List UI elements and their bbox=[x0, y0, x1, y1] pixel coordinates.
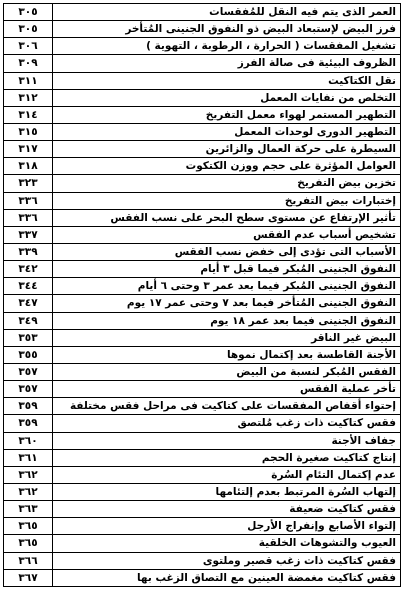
toc-entry-title: العيوب والتشوهات الخلقية bbox=[53, 535, 401, 552]
toc-row bbox=[4, 569, 401, 586]
toc-entry-title: تأثير الإرتفاع عن مستوى سطح البحر على نسب الفقس bbox=[53, 209, 401, 226]
toc-entry-title: الأسباب التى تؤدى إلى خفض نسب الفقس bbox=[53, 243, 401, 260]
toc-page-number: ٣٤٤ bbox=[4, 278, 53, 295]
toc-page-number: ٣٣٩ bbox=[4, 243, 53, 260]
toc-page-number: ٣١٨ bbox=[4, 158, 53, 175]
toc-entry-title: البيض غير الناقر bbox=[53, 329, 401, 346]
toc-row bbox=[4, 295, 401, 312]
toc-row bbox=[4, 363, 401, 380]
toc-row bbox=[4, 466, 401, 483]
toc-page-number: ٣٦٢ bbox=[4, 483, 53, 500]
toc-page-number: ٣٦٣ bbox=[4, 501, 53, 518]
toc-row bbox=[4, 261, 401, 278]
toc-entry-title: التطهير الدورى لوحدات المعمل bbox=[53, 123, 401, 140]
table-of-contents bbox=[3, 3, 401, 587]
toc-page-number: ٣٣٦ bbox=[4, 192, 53, 209]
toc-entry-title: العمر الذى يتم فيه النقل للمُفقسات bbox=[53, 4, 401, 21]
toc-entry-title: الأجنة القاطسة بعد إكتمال نموها bbox=[53, 346, 401, 363]
toc-row bbox=[4, 55, 401, 72]
toc-page-number: ٣٠٦ bbox=[4, 38, 53, 55]
toc-page-number: ٣٥٧ bbox=[4, 381, 53, 398]
toc-page-number: ٣٤٩ bbox=[4, 312, 53, 329]
toc-page-number: ٣١٤ bbox=[4, 106, 53, 123]
toc-page-number: ٣٠٩ bbox=[4, 55, 53, 72]
toc-entry-title: السيطرة على حركة العمال والزائرين bbox=[53, 141, 401, 158]
toc-row bbox=[4, 192, 401, 209]
toc-entry-title: الظروف البيئية فى صالة الفرز bbox=[53, 55, 401, 72]
toc-row bbox=[4, 518, 401, 535]
toc-page-number: ٣٦٦ bbox=[4, 552, 53, 569]
toc-row bbox=[4, 552, 401, 569]
toc-page-number: ٣٠٥ bbox=[4, 4, 53, 21]
toc-entry-title: إحتواء أقفاص المفقسات على كتاكيت فى مراحل فقس مختلفة bbox=[53, 398, 401, 415]
toc-page-number: ٣٢٣ bbox=[4, 175, 53, 192]
toc-row bbox=[4, 158, 401, 175]
toc-page-number: ٣٦٥ bbox=[4, 518, 53, 535]
toc-page-number: ٣٤٧ bbox=[4, 295, 53, 312]
toc-entry-title: فقس كتاكيت ذات زغب مُلتصق bbox=[53, 415, 401, 432]
toc-row bbox=[4, 329, 401, 346]
toc-row bbox=[4, 38, 401, 55]
toc-page-number: ٣١٧ bbox=[4, 141, 53, 158]
toc-page-number: ٣٦٥ bbox=[4, 535, 53, 552]
toc-entry-title: التطهير المستمر لهواء معمل التفريخ bbox=[53, 106, 401, 123]
toc-row bbox=[4, 72, 401, 89]
toc-row bbox=[4, 209, 401, 226]
toc-page-number: ٣٥٧ bbox=[4, 363, 53, 380]
toc-row bbox=[4, 175, 401, 192]
toc-row bbox=[4, 141, 401, 158]
toc-entry-title: النفوق الجنينى المُتأخر فيما بعد ٧ وحتى عمر ١٧ يوم bbox=[53, 295, 401, 312]
toc-page-number: ٣٦٢ bbox=[4, 466, 53, 483]
toc-row bbox=[4, 432, 401, 449]
toc-entry-title: فرز البيض لإستبعاد البيض ذو النفوق الجنينى المُتأخر bbox=[53, 21, 401, 38]
toc-page-number: ٣٣٧ bbox=[4, 226, 53, 243]
toc-entry-title: النفوق الجنينى المُبكر فيما بعد عمر ٣ وحتى ٦ أيام bbox=[53, 278, 401, 295]
toc-page-number: ٣٥٥ bbox=[4, 346, 53, 363]
toc-row bbox=[4, 278, 401, 295]
toc-entry-title: تأخر عملية الفقس bbox=[53, 381, 401, 398]
toc-row bbox=[4, 243, 401, 260]
toc-page-number: ٣٠٥ bbox=[4, 21, 53, 38]
toc-body bbox=[4, 4, 401, 587]
toc-row bbox=[4, 483, 401, 500]
toc-page-number: ٣٦١ bbox=[4, 449, 53, 466]
toc-entry-title: فقس كتاكيت ضعيفة bbox=[53, 501, 401, 518]
toc-entry-title: إلتهاب السُرة المرتبط بعدم إلتئامها bbox=[53, 483, 401, 500]
toc-entry-title: إنتاج كتاكيت صغيرة الحجم bbox=[53, 449, 401, 466]
toc-row bbox=[4, 346, 401, 363]
toc-entry-title: التخلص من نفايات المعمل bbox=[53, 89, 401, 106]
toc-page-number: ٣٦٠ bbox=[4, 432, 53, 449]
toc-row bbox=[4, 501, 401, 518]
toc-page-number: ٣١٥ bbox=[4, 123, 53, 140]
toc-entry-title: فقس كتاكيت مغمضة العينين مع التصاق الزغب بها bbox=[53, 569, 401, 586]
toc-entry-title: النفوق الجنينى المُبكر فيما قبل ٣ أيام bbox=[53, 261, 401, 278]
toc-entry-title: تشخيص أسباب عدم الفقس bbox=[53, 226, 401, 243]
toc-row bbox=[4, 415, 401, 432]
toc-entry-title: الفقس المُبكر لنسبة من البيض bbox=[53, 363, 401, 380]
toc-entry-title: تشغيل المفقسات ( الحرارة ، الرطوبة ، التهوية ) bbox=[53, 38, 401, 55]
toc-row bbox=[4, 21, 401, 38]
toc-entry-title: تخزين بيض التفريخ bbox=[53, 175, 401, 192]
toc-page-number: ٣٥٩ bbox=[4, 415, 53, 432]
toc-entry-title: نقل الكتاكيت bbox=[53, 72, 401, 89]
toc-entry-title: إلتواء الأصابع وإنفراج الأرجل bbox=[53, 518, 401, 535]
toc-row bbox=[4, 4, 401, 21]
toc-row bbox=[4, 226, 401, 243]
toc-row bbox=[4, 89, 401, 106]
toc-entry-title: النفوق الجنينى فيما بعد عمر ١٨ يوم bbox=[53, 312, 401, 329]
toc-entry-title: فقس كتاكيت ذات زغب قصير وملتوى bbox=[53, 552, 401, 569]
toc-page-number: ٣٥٣ bbox=[4, 329, 53, 346]
toc-page-number: ٣٣٦ bbox=[4, 209, 53, 226]
toc-page-number: ٣٥٩ bbox=[4, 398, 53, 415]
toc-page-number: ٣٦٧ bbox=[4, 569, 53, 586]
toc-row bbox=[4, 449, 401, 466]
toc-entry-title: العوامل المؤثرة على حجم ووزن الكتكوت bbox=[53, 158, 401, 175]
toc-row bbox=[4, 381, 401, 398]
toc-page-number: ٣١٢ bbox=[4, 89, 53, 106]
toc-page-number: ٣١١ bbox=[4, 72, 53, 89]
toc-entry-title: إختبارات بيض التفريخ bbox=[53, 192, 401, 209]
toc-row bbox=[4, 398, 401, 415]
toc-page-number: ٣٤٢ bbox=[4, 261, 53, 278]
toc-row bbox=[4, 106, 401, 123]
toc-row bbox=[4, 535, 401, 552]
toc-entry-title: عدم إكتمال التئام السُرة bbox=[53, 466, 401, 483]
toc-row bbox=[4, 123, 401, 140]
toc-entry-title: جفاف الأجنة bbox=[53, 432, 401, 449]
toc-row bbox=[4, 312, 401, 329]
